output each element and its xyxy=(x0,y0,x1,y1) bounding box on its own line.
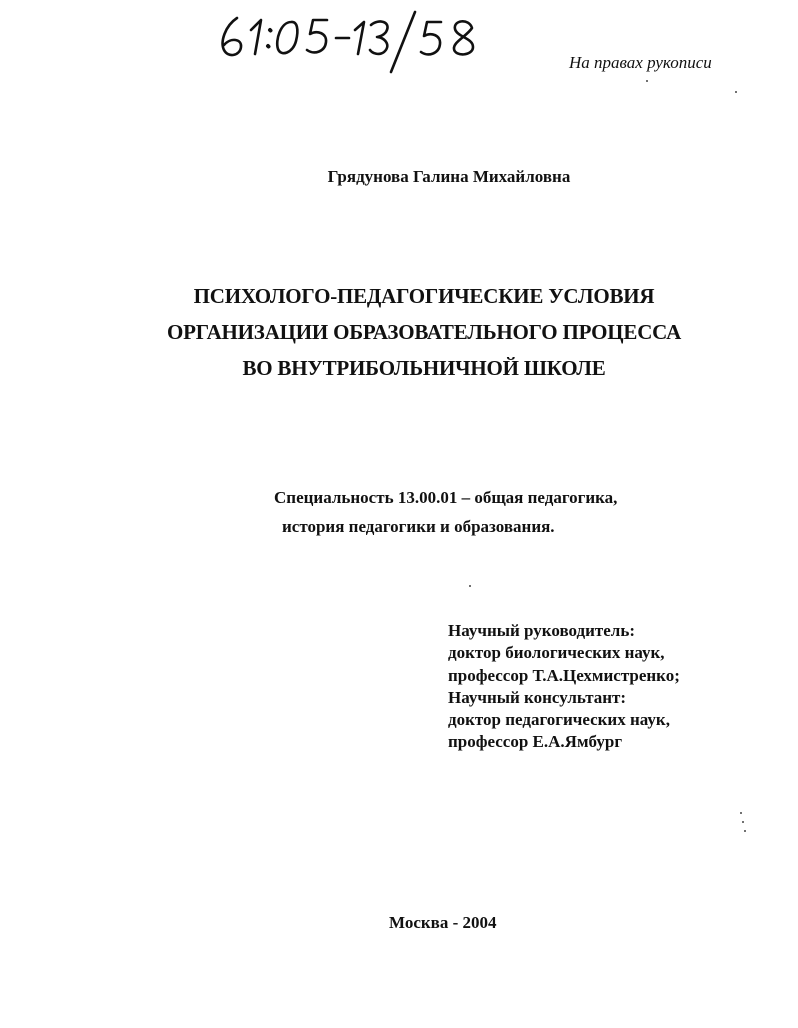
author-name: Грядунова Галина Михайловна xyxy=(327,167,571,186)
manuscript-rights-note: На правах рукописи xyxy=(569,53,712,72)
specialty-line: история педагогики и образования. xyxy=(282,517,555,536)
supervisor-line: профессор Е.А.Ямбург xyxy=(448,732,623,752)
supervisors-block xyxy=(448,620,680,754)
title-line: ВО ВНУТРИБОЛЬНИЧНОЙ ШКОЛЕ xyxy=(242,356,606,380)
scan-speck xyxy=(469,585,471,587)
scan-speck xyxy=(735,91,737,93)
title-line: ПСИХОЛОГО-ПЕДАГОГИЧЕСКИЕ УСЛОВИЯ xyxy=(193,284,655,308)
scan-speck xyxy=(744,830,746,832)
title-line: ОРГАНИЗАЦИИ ОБРАЗОВАТЕЛЬНОГО ПРОЦЕССА xyxy=(166,320,682,344)
specialty-block xyxy=(274,483,617,541)
supervisor-line: Научный руководитель: xyxy=(448,621,635,640)
specialty-line: Специальность 13.00.01 – общая педагогика, xyxy=(274,488,618,507)
dissertation-title xyxy=(0,278,798,386)
supervisor-line: доктор биологических наук, xyxy=(448,643,665,663)
supervisor-line: профессор Т.А.Цехмистренко; xyxy=(448,665,680,685)
city-year: Москва - 2004 xyxy=(389,913,497,932)
supervisor-line: Научный консультант: xyxy=(448,687,627,707)
scan-speck xyxy=(646,80,648,82)
scan-speck xyxy=(742,821,744,823)
handwritten-code-drawing xyxy=(215,8,505,80)
supervisor-line: доктор педагогических наук, xyxy=(448,710,670,730)
scan-speck xyxy=(740,812,742,814)
handwritten-registration-code xyxy=(215,8,505,80)
